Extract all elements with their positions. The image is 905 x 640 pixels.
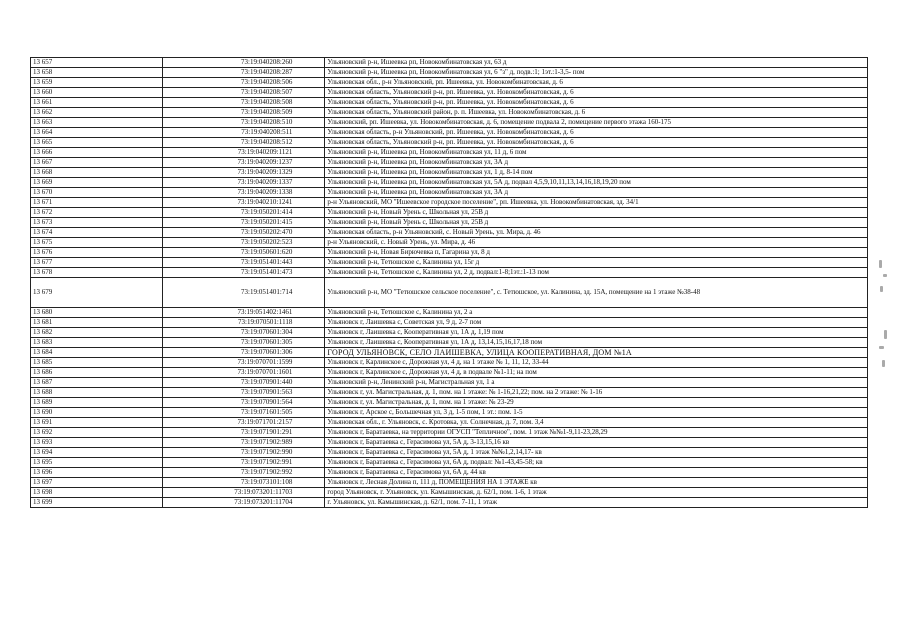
- row-number-cell: 13 682: [31, 328, 163, 338]
- address-cell: р-н Ульяновский, с. Новый Урень, ул. Мира, д. 46: [325, 238, 868, 248]
- row-number-cell: 13 675: [31, 238, 163, 248]
- table-row: [31, 378, 868, 388]
- cadastral-number-cell: 73:19:040208:508: [163, 98, 325, 108]
- row-number-cell: 13 661: [31, 98, 163, 108]
- address-cell: Ульяновск г, Баратаевка, на территории ОГУСП "Тепличное", пом. 1 этаж №№1-9,11-23,28,29: [325, 428, 868, 438]
- cadastral-number-cell: 73:19:070901:564: [163, 398, 325, 408]
- row-number-cell: 13 677: [31, 258, 163, 268]
- table-row: [31, 438, 868, 448]
- table-row: [31, 108, 868, 118]
- address-cell: Ульяновский р-н, Тетюшское с, Калинина ул, 15г д: [325, 258, 868, 268]
- address-cell: Ульяновская область, р-н Ульяновский, с. Новый Урень, ул. Мира, д. 46: [325, 228, 868, 238]
- row-number-cell: 13 696: [31, 468, 163, 478]
- row-number-cell: 13 685: [31, 358, 163, 368]
- cadastral-number-cell: 73:19:071902:992: [163, 468, 325, 478]
- address-cell: Ульяновский р-н, Ишеевка рп, Новокомбинатовская ул, 3А д: [325, 188, 868, 198]
- table-row: [31, 188, 868, 198]
- address-cell: Ульяновск г, Лаишевка с, Советская ул, 9 д, 2-7 пом: [325, 318, 868, 328]
- row-number-cell: 13 694: [31, 448, 163, 458]
- cadastral-number-cell: 73:19:050201:414: [163, 208, 325, 218]
- table-row: [31, 148, 868, 158]
- cadastral-number-cell: 73:19:050601:620: [163, 248, 325, 258]
- cadastral-number-cell: 73:19:071701:2157: [163, 418, 325, 428]
- cadastral-number-cell: 73:19:040208:506: [163, 78, 325, 88]
- address-cell: ГОРОД УЛЬЯНОВСК, СЕЛО ЛАИШЕВКА, УЛИЦА КООПЕРАТИВНАЯ, ДОМ №1А: [325, 348, 868, 358]
- row-number-cell: 13 674: [31, 228, 163, 238]
- row-number-cell: 13 680: [31, 308, 163, 318]
- cadastral-number-cell: 73:19:071902:991: [163, 458, 325, 468]
- table-row: [31, 498, 868, 508]
- address-cell: Ульяновский р-н, Ишеевка рп, Новокомбинатовская ул, 63 д: [325, 58, 868, 68]
- address-cell: Ульяновск г, Карлинское с, Дорожная ул, 4 д, в подвале №1-11; на пом: [325, 368, 868, 378]
- row-number-cell: 13 688: [31, 388, 163, 398]
- row-number-cell: 13 679: [31, 278, 163, 308]
- cadastral-number-cell: 73:19:040210:1241: [163, 198, 325, 208]
- table-row: [31, 398, 868, 408]
- table-row: [31, 228, 868, 238]
- row-number-cell: 13 663: [31, 118, 163, 128]
- table-row: [31, 468, 868, 478]
- row-number-cell: 13 687: [31, 378, 163, 388]
- row-number-cell: 13 691: [31, 418, 163, 428]
- row-number-cell: 13 690: [31, 408, 163, 418]
- address-cell: Ульяновск г, Лаишевка с, Кооперативная ул, 1А д, 13,14,15,16,17,18 пом: [325, 338, 868, 348]
- address-cell: Ульяновская обл., г. Ульяновск, с. Кротовка, ул. Солнечная, д. 7, пом. 3,4: [325, 418, 868, 428]
- row-number-cell: 13 699: [31, 498, 163, 508]
- cadastral-number-cell: 73:19:073201:11704: [163, 498, 325, 508]
- cadastral-number-cell: 73:19:040208:507: [163, 88, 325, 98]
- address-cell: Ульяновск г, Баратаевка с, Герасимова ул, 6А д, подвал: №1-43,45-58; кв: [325, 458, 868, 468]
- table-row: [31, 78, 868, 88]
- cadastral-number-cell: 73:19:071902:990: [163, 448, 325, 458]
- row-number-cell: 13 686: [31, 368, 163, 378]
- table-row: [31, 88, 868, 98]
- cadastral-number-cell: 73:19:050202:470: [163, 228, 325, 238]
- cadastral-number-cell: 73:19:070601:304: [163, 328, 325, 338]
- address-cell: Ульяновская обл., р-н Ульяновский, рп. Ишеевка, ул. Новокомбинатовская, д. 6: [325, 78, 868, 88]
- table-row: [31, 118, 868, 128]
- address-cell: Ульяновск г, Баратаевка с, Герасимова ул, 5А д, 3-13,15,16 кв: [325, 438, 868, 448]
- cadastral-number-cell: 73:19:040209:1237: [163, 158, 325, 168]
- table-row: [31, 208, 868, 218]
- address-cell: Ульяновский р-н, Тетюшское с, Калинина ул, 2 д, подвал:1-8;1эт.:1-13 пом: [325, 268, 868, 278]
- table-row: [31, 238, 868, 248]
- address-cell: г. Ульяновск, ул. Камышинская, д. 62/1, пом. 7-11, 1 этаж: [325, 498, 868, 508]
- address-cell: Ульяновский р-н, Тетюшское с, Калинина ул, 2 а: [325, 308, 868, 318]
- row-number-cell: 13 697: [31, 478, 163, 488]
- address-cell: город Ульяновск, г. Ульяновск, ул. Камышинская, д. 62/1, пом. 1-6, 1 этаж: [325, 488, 868, 498]
- address-cell: Ульяновский р-н, Ишеевка рп, Новокомбинатовская ул, 3А д: [325, 158, 868, 168]
- row-number-cell: 13 658: [31, 68, 163, 78]
- row-number-cell: 13 660: [31, 88, 163, 98]
- table-row: [31, 218, 868, 228]
- table-row: [31, 428, 868, 438]
- address-cell: Ульяновск г, Баратаевка с, Герасимова ул, 5А д, 1 этаж №№1,2,14,17- кв: [325, 448, 868, 458]
- row-number-cell: 13 671: [31, 198, 163, 208]
- address-cell: Ульяновск г, Карлинское с, Дорожная ул, 4 д, на 1 этаже № 1, 11, 12, 33-44: [325, 358, 868, 368]
- row-number-cell: 13 664: [31, 128, 163, 138]
- row-number-cell: 13 681: [31, 318, 163, 328]
- address-cell: Ульяновская область, Ульяновский р-н, рп. Ишеевка, ул. Новокомбинатовская, д. 6: [325, 98, 868, 108]
- table-row: [31, 358, 868, 368]
- register-rows: [31, 58, 868, 508]
- cadastral-number-cell: 73:19:040209:1121: [163, 148, 325, 158]
- address-cell: Ульяновск г, Баратаевка с, Герасимова ул, 6А д, 44 кв: [325, 468, 868, 478]
- address-cell: Ульяновский р-н, Ишеевка рп, Новокомбинатовская ул, 11 д, 6 пом: [325, 148, 868, 158]
- table-row: [31, 258, 868, 268]
- address-cell: Ульяновск г, Лесная Долина п, 111 д, ПОМЕЩЕНИЯ НА 1 ЭТАЖЕ кв: [325, 478, 868, 488]
- cadastral-number-cell: 73:19:070701:1599: [163, 358, 325, 368]
- cadastral-number-cell: 73:19:071601:505: [163, 408, 325, 418]
- table-row: [31, 268, 868, 278]
- table-row: [31, 58, 868, 68]
- table-row: [31, 368, 868, 378]
- address-cell: Ульяновский р-н, Ленинский р-н, Магистральная ул, 1 а: [325, 378, 868, 388]
- row-number-cell: 13 669: [31, 178, 163, 188]
- cadastral-number-cell: 73:19:051401:443: [163, 258, 325, 268]
- cadastral-number-cell: 73:19:071901:291: [163, 428, 325, 438]
- table-row: [31, 478, 868, 488]
- address-cell: Ульяновск г, Лаишевка с, Кооперативная ул, 1А д, 1,19 пом: [325, 328, 868, 338]
- address-cell: Ульяновск г, Арское с, Большечная ул, 3 д, 1-5 пом, 1 эт.: пом. 1-5: [325, 408, 868, 418]
- row-number-cell: 13 683: [31, 338, 163, 348]
- table-row: [31, 318, 868, 328]
- table-row: [31, 128, 868, 138]
- address-cell: Ульяновский р-н, Ишеевка рп, Новокомбинатовская ул, 1 д, 8-14 пом: [325, 168, 868, 178]
- cadastral-number-cell: 73:19:051401:714: [163, 278, 325, 308]
- table-row: [31, 458, 868, 468]
- cadastral-number-cell: 73:19:040208:260: [163, 58, 325, 68]
- row-number-cell: 13 665: [31, 138, 163, 148]
- cadastral-number-cell: 73:19:040208:511: [163, 128, 325, 138]
- table-row: [31, 418, 868, 428]
- address-cell: Ульяновская область, Ульяновский район, р. п. Ишеевка, ул. Новокомбинатовская, д. 6: [325, 108, 868, 118]
- cadastral-number-cell: 73:19:073101:108: [163, 478, 325, 488]
- cadastral-number-cell: 73:19:073201:11703: [163, 488, 325, 498]
- cadastral-number-cell: 73:19:071902:989: [163, 438, 325, 448]
- cadastral-number-cell: 73:19:051402:1461: [163, 308, 325, 318]
- cadastral-number-cell: 73:19:050201:415: [163, 218, 325, 228]
- row-number-cell: 13 662: [31, 108, 163, 118]
- table-row: [31, 448, 868, 458]
- address-cell: Ульяновск г, ул. Магистральная, д. 1, пом. на 1 этаже: № 1-16,21,22; пом. на 2 этаже: № 1-16: [325, 388, 868, 398]
- scan-margin-marks: [877, 260, 891, 380]
- address-cell: р-н Ульяновский, МО "Ишеевское городское поселение", рп. Ишеевка, ул. Новокомбинатовская, зд. 34/1: [325, 198, 868, 208]
- table-row: [31, 338, 868, 348]
- cadastral-number-cell: 73:19:070901:563: [163, 388, 325, 398]
- row-number-cell: 13 668: [31, 168, 163, 178]
- address-cell: Ульяновская область, Ульяновский р-н, рп. Ишеевка, ул. Новокомбинатовская, д. 6: [325, 88, 868, 98]
- table-row: [31, 348, 868, 358]
- address-cell: Ульяновский р-н, МО "Тетюшское сельское поселение", с. Тетюшское, ул. Калинина, зд. 15А, помещение на 1 этаже №38-48: [325, 278, 868, 308]
- row-number-cell: 13 666: [31, 148, 163, 158]
- address-cell: Ульяновский р-н, Ишеевка рп, Новокомбинатовская ул, 5А д, подвал 4,5,9,10,11,13,14,16,18,19,20 пом: [325, 178, 868, 188]
- row-number-cell: 13 667: [31, 158, 163, 168]
- row-number-cell: 13 657: [31, 58, 163, 68]
- table-row: [31, 328, 868, 338]
- cadastral-number-cell: 73:19:040208:512: [163, 138, 325, 148]
- row-number-cell: 13 684: [31, 348, 163, 358]
- table-row: [31, 138, 868, 148]
- row-number-cell: 13 689: [31, 398, 163, 408]
- row-number-cell: 13 670: [31, 188, 163, 198]
- table-row: [31, 168, 868, 178]
- address-cell: Ульяновский р-н, Ишеевка рп, Новокомбинатовская ул, 6 "з" д, подв.:1; 1эт.:1-3,5- пом: [325, 68, 868, 78]
- cadastral-number-cell: 73:19:040208:509: [163, 108, 325, 118]
- address-cell: Ульяновск г, ул. Магистральная, д. 1, пом. на 1 этаже: № 23-29: [325, 398, 868, 408]
- row-number-cell: 13 673: [31, 218, 163, 228]
- cadastral-number-cell: 73:19:070701:1601: [163, 368, 325, 378]
- table-row: [31, 388, 868, 398]
- table-row: [31, 68, 868, 78]
- cadastral-number-cell: 73:19:040209:1338: [163, 188, 325, 198]
- row-number-cell: 13 659: [31, 78, 163, 88]
- address-cell: Ульяновская область, Ульяновский р-н, рп. Ишеевка, ул. Новокомбинатовская, д. 6: [325, 138, 868, 148]
- cadastral-number-cell: 73:19:070501:1118: [163, 318, 325, 328]
- table-row: [31, 98, 868, 108]
- address-cell: Ульяновский, рп. Ишеевка, ул. Новокомбинатовская, д. 6, помещение подвала 2, помещение первого этажа 160-175: [325, 118, 868, 128]
- row-number-cell: 13 672: [31, 208, 163, 218]
- cadastral-number-cell: 73:19:040209:1337: [163, 178, 325, 188]
- table-row: [31, 198, 868, 208]
- table-row: [31, 278, 868, 308]
- row-number-cell: 13 695: [31, 458, 163, 468]
- address-cell: Ульяновский р-н, Новый Урень с, Школьная ул, 25В д: [325, 218, 868, 228]
- row-number-cell: 13 692: [31, 428, 163, 438]
- table-row: [31, 308, 868, 318]
- table-row: [31, 248, 868, 258]
- address-cell: Ульяновский р-н, Новая Бирючевка п, Гагарина ул, 8 д: [325, 248, 868, 258]
- cadastral-number-cell: 73:19:040208:510: [163, 118, 325, 128]
- cadastral-number-cell: 73:19:050202:523: [163, 238, 325, 248]
- cadastral-number-cell: 73:19:040209:1329: [163, 168, 325, 178]
- cadastral-number-cell: 73:19:040208:287: [163, 68, 325, 78]
- row-number-cell: 13 693: [31, 438, 163, 448]
- cadastral-number-cell: 73:19:070901:440: [163, 378, 325, 388]
- table-row: [31, 488, 868, 498]
- cadastral-number-cell: 73:19:070601:305: [163, 338, 325, 348]
- row-number-cell: 13 676: [31, 248, 163, 258]
- table-row: [31, 408, 868, 418]
- cadastral-number-cell: 73:19:070601:306: [163, 348, 325, 358]
- address-cell: Ульяновский р-н, Новый Урень с, Школьная ул, 25В д: [325, 208, 868, 218]
- table-row: [31, 158, 868, 168]
- address-cell: Ульяновская область, р-н Ульяновский, рп. Ишеевка, ул. Новокомбинатовская, д. 6: [325, 128, 868, 138]
- row-number-cell: 13 678: [31, 268, 163, 278]
- table-row: [31, 178, 868, 188]
- row-number-cell: 13 698: [31, 488, 163, 498]
- register-table: [30, 57, 868, 508]
- cadastral-number-cell: 73:19:051401:473: [163, 268, 325, 278]
